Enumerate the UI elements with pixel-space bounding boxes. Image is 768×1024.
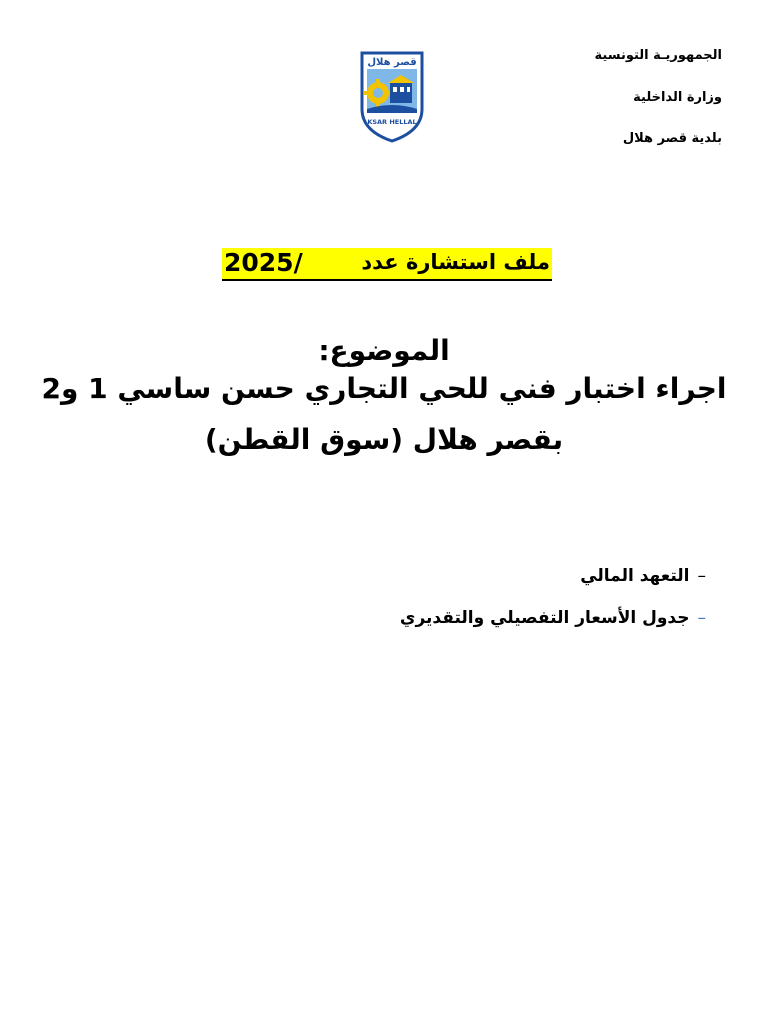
- list-item: [400, 566, 706, 608]
- svg-text:قصر هلال: قصر هلال: [367, 57, 417, 68]
- logo-shield-icon: [358, 49, 426, 145]
- municipality-logo: [358, 49, 426, 145]
- attachments-list: [400, 566, 706, 650]
- list-item-label: التعهد المالي: [580, 566, 690, 586]
- file-title-number: 2025/: [224, 248, 303, 277]
- subject-line-2: بقصر هلال (سوق القطن): [204, 423, 564, 456]
- subject-line-1: اجراء اختبار فني للحي التجاري حسن ساسي 1 و2: [41, 372, 727, 405]
- list-item: [400, 608, 706, 650]
- list-item-label: جدول الأسعار التفصيلي والتقديري: [399, 608, 690, 628]
- header-municipality: بلدية قصر هلال: [622, 131, 722, 146]
- header-ministry: وزارة الداخلية: [633, 90, 722, 105]
- header-republic: الجمهوريـة التونسية: [594, 48, 722, 63]
- file-title-label: ملف استشارة عدد: [361, 250, 550, 274]
- list-bullet: –: [697, 566, 706, 586]
- file-title: [222, 248, 552, 281]
- list-bullet: –: [697, 608, 706, 628]
- svg-text:KSAR HELLAL: KSAR HELLAL: [367, 118, 417, 126]
- subject-label: الموضوع:: [318, 334, 450, 367]
